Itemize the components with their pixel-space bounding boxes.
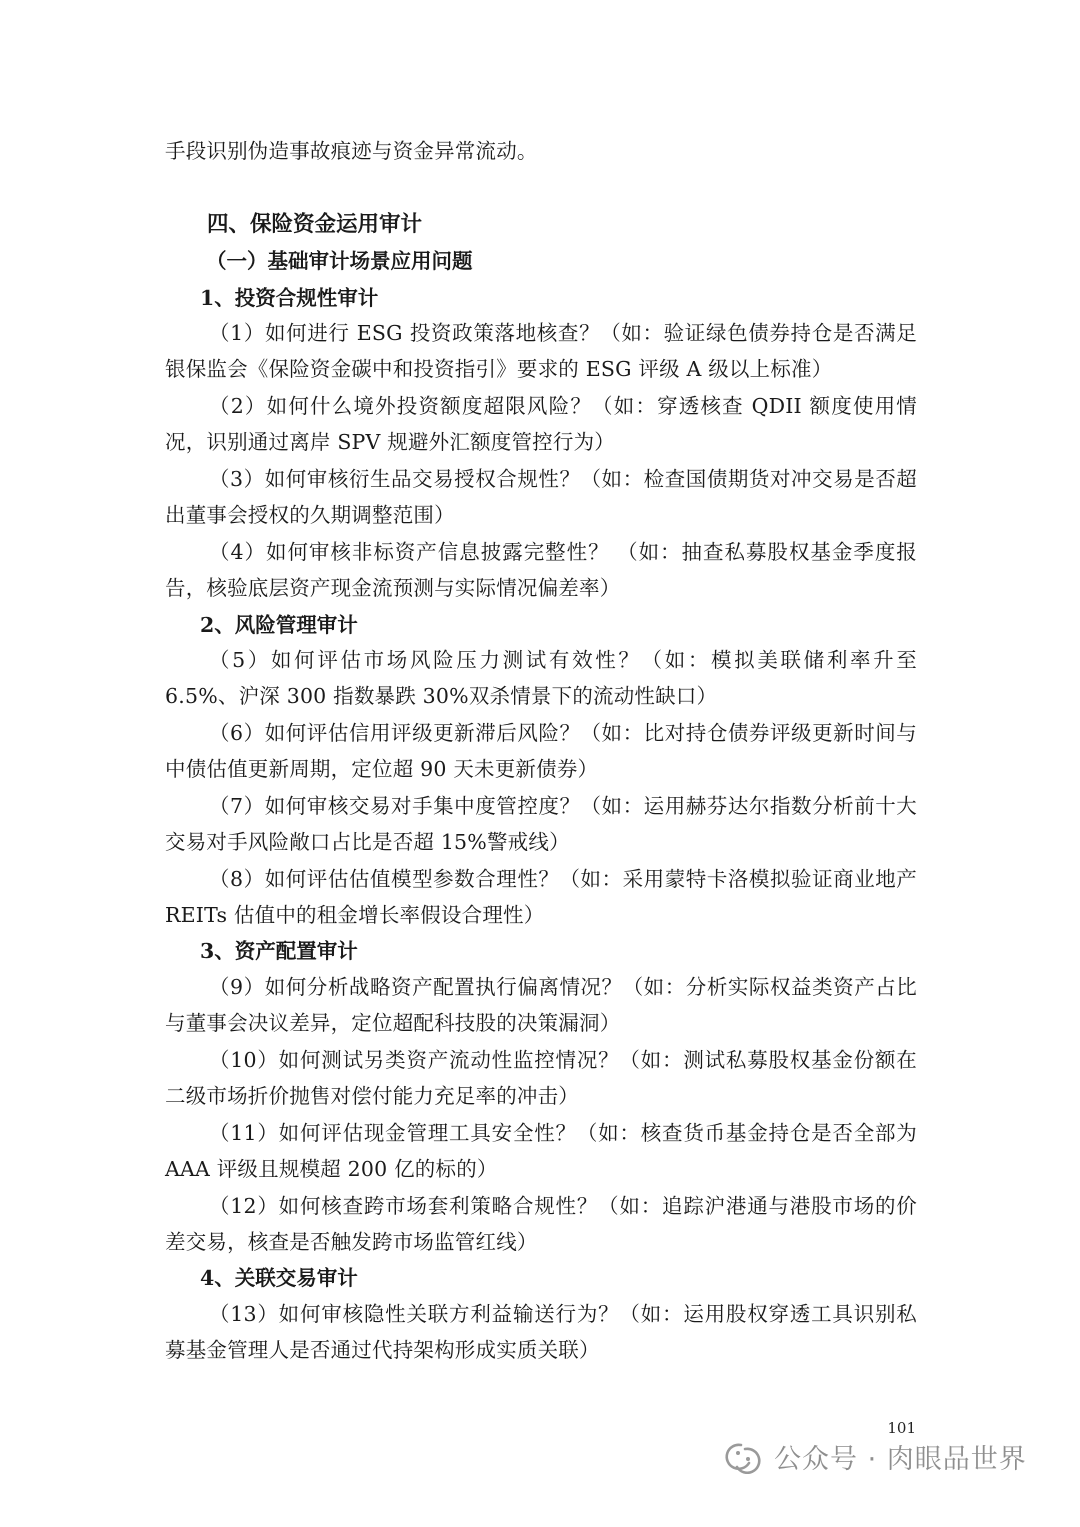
question-item: （6）如何评估信用评级更新滞后风险？（如：比对持仓债券评级更新时间与中债估值更新周期，定位超 90 天未更新债券）: [165, 721, 917, 782]
question-item: （4）如何审核非标资产信息披露完整性？ （如：抽查私募股权基金季度报告，核验底层资产现金流预测与实际情况偏差率）: [165, 540, 917, 601]
group-heading: 4、关联交易审计: [200, 1266, 358, 1290]
question-item: （11）如何评估现金管理工具安全性？（如：核查货币基金持仓是否全部为 AAA 评级且规模超 200 亿的标的）: [165, 1121, 917, 1182]
group-heading: 1、投资合规性审计: [200, 286, 379, 310]
page-number: 101: [887, 1419, 916, 1437]
question-item: （2）如何什么境外投资额度超限风险？（如：穿透核查 QDII 额度使用情况，识别通过离岸 SPV 规避外汇额度管控行为）: [165, 394, 917, 455]
section-title: 四、保险资金运用审计: [207, 212, 423, 237]
question-item: （8）如何评估估值模型参数合理性？（如：采用蒙特卡洛模拟验证商业地产 REITs 估值中的租金增长率假设合理性）: [165, 867, 917, 928]
watermark-text: 公众号 · 肉眼品世界: [774, 1443, 1027, 1475]
question-item: （9）如何分析战略资产配置执行偏离情况？（如：分析实际权益类资产占比与董事会决议差异，定位超配科技股的决策漏洞）: [165, 975, 917, 1036]
group-heading: 3、资产配置审计: [200, 939, 358, 963]
wechat-official-account-icon: [722, 1438, 764, 1474]
question-item: （10）如何测试另类资产流动性监控情况？（如：测试私募股权基金份额在二级市场折价抛售对偿付能力充足率的冲击）: [165, 1048, 917, 1109]
question-item: （3）如何审核衍生品交易授权合规性？（如：检查国债期货对冲交易是否超出董事会授权的久期调整范围）: [165, 467, 917, 528]
question-item: （7）如何审核交易对手集中度管控度？（如：运用赫芬达尔指数分析前十大交易对手风险敞口占比是否超 15%警戒线）: [165, 794, 917, 855]
subsection-title: （一）基础审计场景应用问题: [206, 249, 473, 273]
intro-paragraph: 手段识别伪造事故痕迹与资金异常流动。: [165, 139, 538, 163]
question-item: （13）如何审核隐性关联方利益输送行为？（如：运用股权穿透工具识别私募基金管理人是否通过代持架构形成实质关联）: [165, 1302, 917, 1363]
group-heading: 2、风险管理审计: [200, 613, 358, 637]
question-item: （12）如何核查跨市场套利策略合规性？（如：追踪沪港通与港股市场的价差交易，核查是否触发跨市场监管红线）: [165, 1194, 917, 1255]
watermark: [722, 1433, 1027, 1479]
question-item: （1）如何进行 ESG 投资政策落地核查？（如：验证绿色债券持仓是否满足银保监会《保险资金碳中和投资指引》要求的 ESG 评级 A 级以上标准）: [165, 321, 917, 382]
question-item: （5）如何评估市场风险压力测试有效性？（如：模拟美联储利率升至 6.5%、沪深 300 指数暴跌 30%双杀情景下的流动性缺口）: [165, 648, 917, 709]
